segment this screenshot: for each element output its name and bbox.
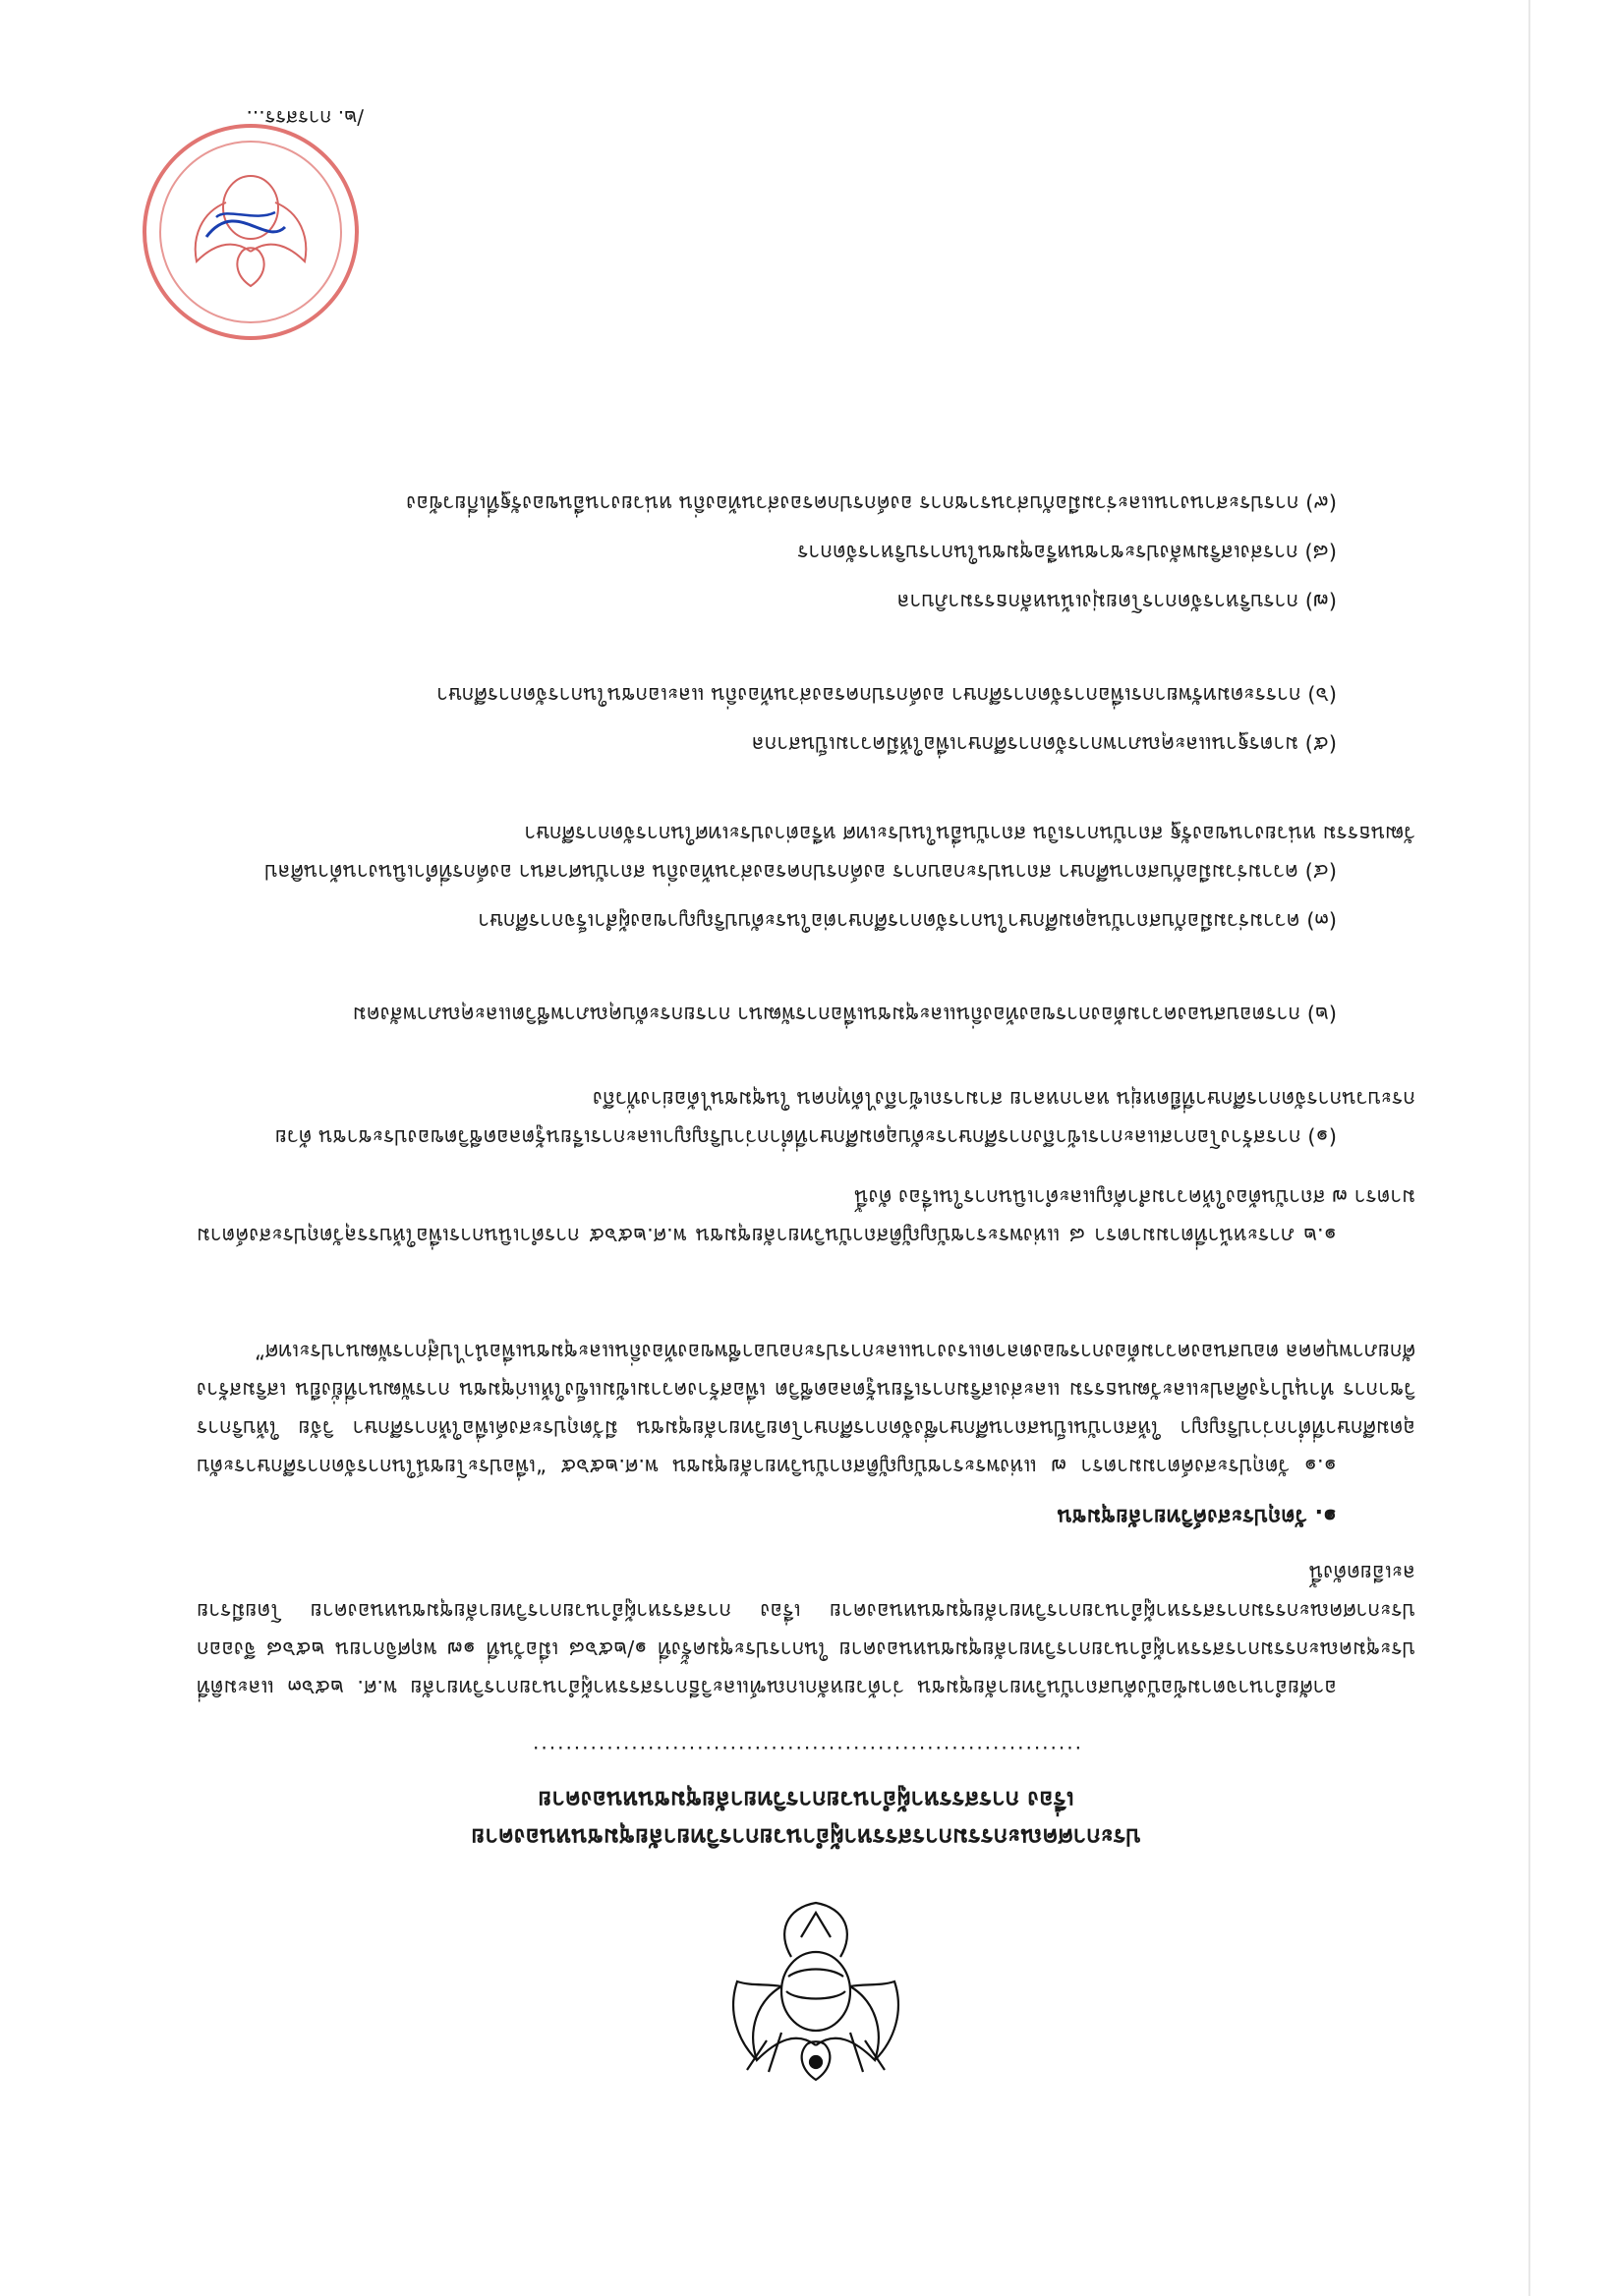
list-item: (๔) ความร่วมมือกับสถานศึกษา สถานประกอบการ องค์กรปกครองส่วนท้องถิ่น สถาบันศาสนา องค์กรที่ดำเนินงานด้านศิลปวัฒนธรรม หน่วยงานของรัฐ สถาบันการเงิน สถาบันอื่นในประเทศ หรือต่างประเทศในการจัดการศึกษา bbox=[264, 822, 1415, 884]
title-line-1: ประกาศคณะกรรมการสรรหาผู้อำนวยการวิทยาลัยชุมชนหนองคาย bbox=[471, 1823, 1141, 1851]
title-line-2: เรื่อง การสรรหาผู้อำนวยการวิทยาลัยชุมชนหนองคาย bbox=[538, 1786, 1074, 1813]
list-item: (๙) การประสานงานและร่วมมือกับส่วนราชการ องค์กรปกครองส่วนท้องถิ่น หน่วยงานอื่นของรัฐที่เกี่ยวข้อง bbox=[406, 491, 1337, 515]
page-continuation-note: /๒. การสรร... bbox=[246, 106, 364, 130]
list-item: (๕) มาตรฐานและคุณภาพการจัดการศึกษาเพื่อให้มีความเป็นสากล bbox=[751, 732, 1337, 756]
list-item: (๖) การระดมทรัพยากรเพื่อการจัดการศึกษา องค์กรปกครองส่วนท้องถิ่น และเอกชนในการจัดการศึกษา bbox=[436, 683, 1337, 707]
red-seal-stamp bbox=[138, 119, 364, 345]
intro-paragraph: อาศัยอำนาจตามข้อบังคับสถาบันวิทยาลัยชุมชน ว่าด้วยหลักเกณฑ์และวิธีการสรรหาผู้อำนวยการวิทยาลัย พ.ศ. ๒๕๖๓ และมติที่ประชุมคณะกรรมการสรรหาผู้อำนวยการวิทยาลัยชุมชนหนองคาย ในการประชุมครั้งที่ ๑/๒๕๖๘ เมื่อวันที่ ๑๗ พฤศจิกายน ๒๕๖๘ จึงออกประกาศคณะกรรมการสรรหาผู้อำนวยการวิทยาลัยชุมชนหนองคาย เรื่อง การสรรหาผู้อำนวยการวิทยาลัยชุมชนหนองคาย โดยมีรายละเอียดดังนี้ bbox=[197, 1561, 1415, 1699]
section-1-2-paragraph: ๑.๒ ภาระหน้าที่ตามมาตรา ๘ แห่งพระราชบัญญัติสถาบันวิทยาลัยชุมชน พ.ศ.๒๕๖๕ การดำเนินการเพื่อให้บรรลุวัตถุประสงค์ตามมาตรา ๗ สถาบันต้องให้ความสำคัญและดำเนินการในเรื่อง ดังนี้ bbox=[197, 1185, 1415, 1247]
section-1-1-paragraph: ๑.๑ วัตถุประสงค์ตามมาตรา ๗ แห่งพระราชบัญญัติสถาบันวิทยาลัยชุมชน พ.ศ.๒๕๖๕ “เพื่อประโยชน์ในการจัดการศึกษาระดับอุดมศึกษาที่ต่ำกว่าปริญญา ให้สถาบันเป็นสถานศึกษาซึ่งจัดการศึกษาโดยวิทยาลัยชุมชน มีวัตถุประสงค์เพื่อให้การศึกษา วิจัย ให้บริการวิชาการ ทำนุบำรุงศิลปะและวัฒนธรรม และส่งเสริมการเรียนรู้ตลอดชีวิต เพื่อสร้างความเข้มแข็งให้แก่ชุมชน การพัฒนาที่ยั่งยืน เสริมสร้างศักยภาพบุคคล ตอบสนองความต้องการของตลาดแรงงานและการประกอบอาชีพของท้องถิ่นและชุมชนเพื่อนำไปสู่การพัฒนาประเทศ” bbox=[197, 1340, 1415, 1478]
list-item: (๑) การสร้างโอกาสและการเข้าถึงการศึกษาระดับอุดมศึกษาที่ต่ำกว่าปริญญาและการเรียนรู้ตลอดชีวิตของประชาชน ด้วยกระบวนการจัดการศึกษาที่ยืดหยุ่น หลากหลาย สามารถเข้าถึงได้ทุกคน ในชุมชนได้อย่างทั่วถึง bbox=[274, 1087, 1415, 1149]
document-title bbox=[0, 1781, 1612, 1856]
list-item: (๓) ความร่วมมือกับสถาบันอุดมศึกษาในการจัดการศึกษาต่อในระดับปริญญาของผู้สำเร็จการศึกษา bbox=[478, 909, 1337, 933]
list-item: (๘) การส่งเสริมพลังประชาชนหรือชุมชนในการบริหารจัดการ bbox=[797, 541, 1337, 564]
list-item: (๒) การตอบสนองความต้องการของท้องถิ่นและชุมชนเพื่อการพัฒนา การยกระดับคุณภาพชีวิตและคุณภาพสังคม bbox=[352, 1003, 1337, 1026]
section-1-heading: ๑. วัตถุประสงค์วิทยาลัยชุมชน bbox=[1057, 1504, 1337, 1528]
list-item: (๗) การบริหารจัดการโดยมุ่งเน้นหลักธรรมาภิบาล bbox=[896, 590, 1337, 613]
garuda-emblem-icon bbox=[708, 1893, 924, 2099]
separator-line: ................................................................... bbox=[531, 1742, 1081, 1765]
scan-edge bbox=[1528, 0, 1530, 2296]
